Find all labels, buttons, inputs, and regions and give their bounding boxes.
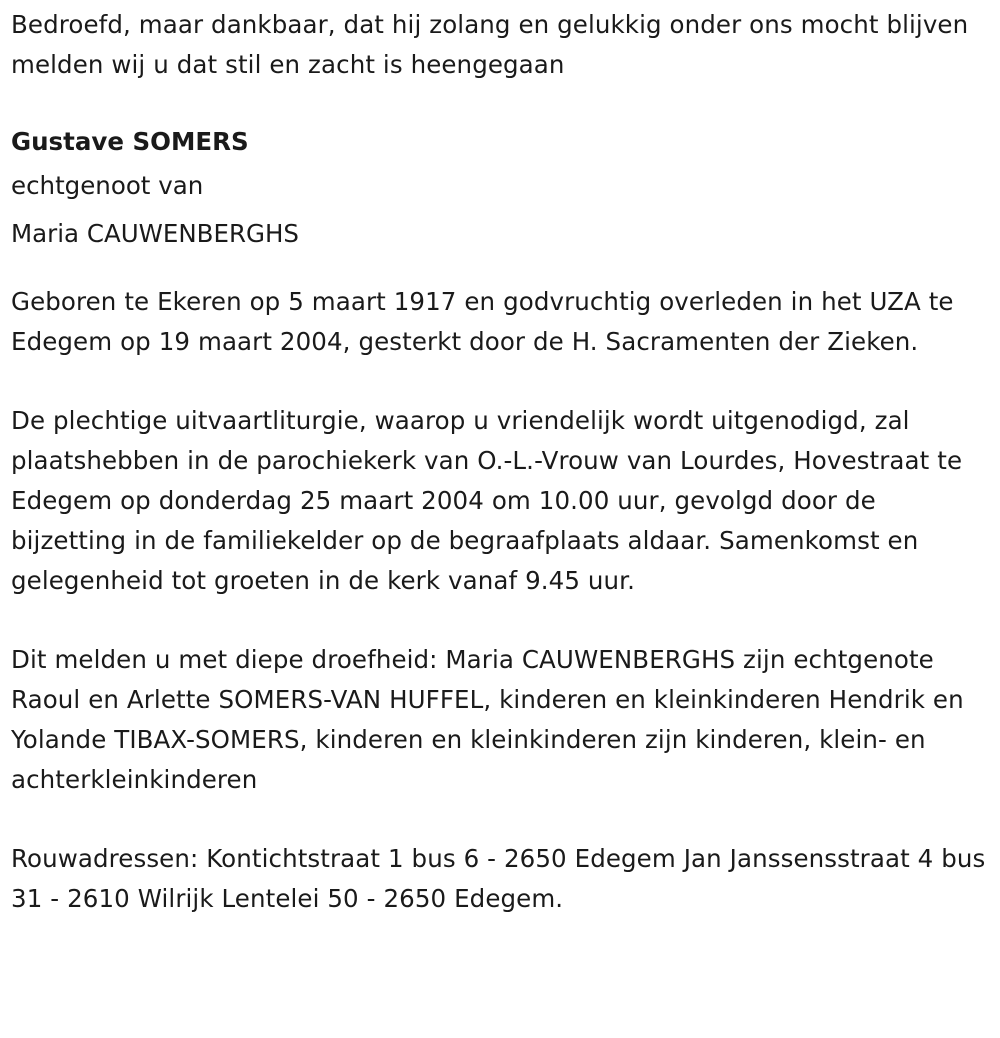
relation-text: echtgenoot van: [11, 171, 204, 200]
deceased-name: Gustave SOMERS: [11, 127, 249, 156]
birth-death-paragraph: Geboren te Ekeren op 5 maart 1917 en godvruchtig overleden in het UZA te Edegem op 19 maart 2004, gesterkt door de H. Sacramenten der Zieken.: [11, 287, 954, 356]
spacer: [11, 85, 991, 124]
addresses-paragraph: Rouwadressen: Kontichtstraat 1 bus 6 - 2650 Edegem Jan Janssensstraat 4 bus 31 - 2610 Wilrijk Lentelei 50 - 2650 Edegem.: [11, 844, 986, 913]
spouse-name: Maria CAUWENBERGHS: [11, 219, 299, 248]
funeral-paragraph: De plechtige uitvaartliturgie, waarop u vriendelijk wordt uitgenodigd, zal plaatshebben in de parochiekerk van O.-L.-Vrouw van Lourdes, Hovestraat te Edegem op donderdag 25 maart 2004 om 10.00 uur, gevolgd door de bijzetting in de familiekelder op de begraafplaats aldaar. Samenkomst en gelegenheid tot groeten in de kerk vanaf 9.45 uur.: [11, 406, 963, 595]
spacer: [11, 601, 991, 640]
spacer: [11, 800, 991, 839]
family-paragraph: Dit melden u met diepe droefheid: Maria CAUWENBERGHS zijn echtgenote Raoul en Arlette SOMERS-VAN HUFFEL, kinderen en kleinkinderen Hendrik en Yolande TIBAX-SOMERS, kinderen en kleinkinderen zijn kinderen, klein- en achterkleinkinderen: [11, 645, 964, 794]
obituary-document: [11, 5, 991, 919]
spacer: [11, 362, 991, 401]
intro-paragraph: Bedroefd, maar dankbaar, dat hij zolang en gelukkig onder ons mocht blijven melden wij u dat stil en zacht is heengegaan: [11, 10, 969, 79]
spacer: [11, 258, 991, 282]
